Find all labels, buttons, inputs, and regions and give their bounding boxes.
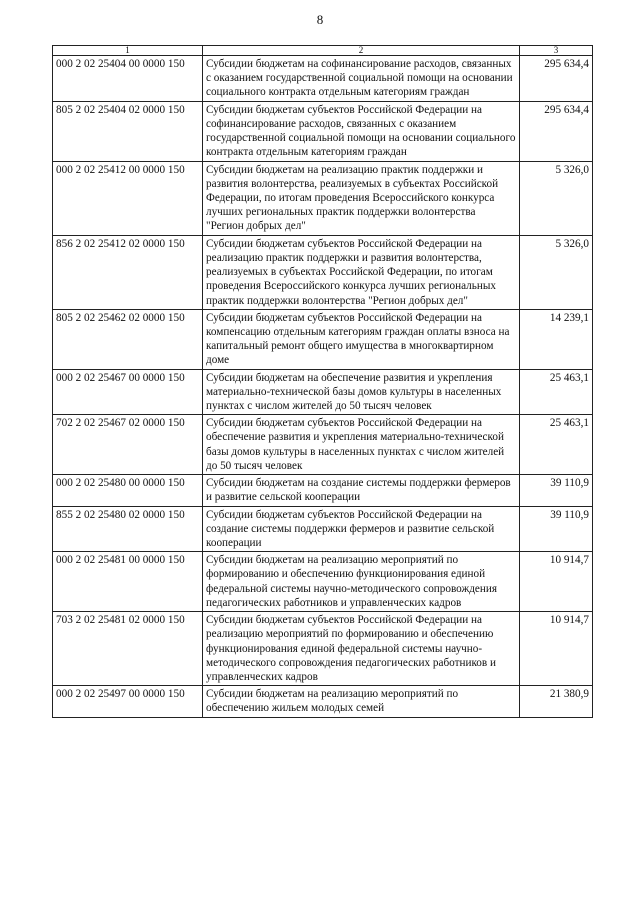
amount-cell: 25 463,1 [520, 415, 593, 475]
description-cell: Субсидии бюджетам на реализацию практик поддержки и развития волонтерства, реализуемых в субъектах Российской Федерации, по итогам проведения Всероссийского конкурса лучших региональных практик поддержки волонтерства "Регион добрых дел" [203, 161, 520, 235]
budget-code-cell: 703 2 02 25481 02 0000 150 [53, 612, 203, 686]
column-header-amount: 3 [520, 46, 593, 56]
table-row [53, 56, 593, 102]
column-header-description: 2 [203, 46, 520, 56]
table-row [53, 161, 593, 235]
amount-cell: 39 110,9 [520, 475, 593, 506]
description-cell: Субсидии бюджетам на реализацию мероприятий по обеспечению жильем молодых семей [203, 686, 520, 717]
amount-cell: 295 634,4 [520, 101, 593, 161]
budget-code-cell: 702 2 02 25467 02 0000 150 [53, 415, 203, 475]
amount-cell: 25 463,1 [520, 369, 593, 415]
description-cell: Субсидии бюджетам субъектов Российской Федерации на компенсацию отдельным категориям граждан оплаты взноса на капитальный ремонт общего имущества в многоквартирном доме [203, 309, 520, 369]
table-row [53, 475, 593, 506]
amount-cell: 21 380,9 [520, 686, 593, 717]
budget-code-cell: 805 2 02 25462 02 0000 150 [53, 309, 203, 369]
table-row [53, 369, 593, 415]
table-header-row [53, 46, 593, 56]
amount-cell: 10 914,7 [520, 552, 593, 612]
description-cell: Субсидии бюджетам на реализацию мероприятий по формированию и обеспечению функционирования единой федеральной системы научно-методического сопровождения педагогических работников и управленческих кадров [203, 552, 520, 612]
budget-code-cell: 000 2 02 25497 00 0000 150 [53, 686, 203, 717]
description-cell: Субсидии бюджетам на обеспечение развития и укрепления материально-технической базы домов культуры в населенных пунктах с числом жителей до 50 тысяч человек [203, 369, 520, 415]
page-number: 8 [316, 12, 324, 27]
budget-code-cell: 805 2 02 25404 02 0000 150 [53, 101, 203, 161]
description-cell: Субсидии бюджетам субъектов Российской Федерации на обеспечение развития и укрепления материально-технической базы домов культуры в населенных пунктах с числом жителей до 50 тысяч человек [203, 415, 520, 475]
budget-code-cell: 000 2 02 25404 00 0000 150 [53, 56, 203, 102]
table-row [53, 309, 593, 369]
amount-cell: 295 634,4 [520, 56, 593, 102]
table-row [53, 415, 593, 475]
table-row [53, 552, 593, 612]
budget-code-cell: 000 2 02 25467 00 0000 150 [53, 369, 203, 415]
amount-cell: 5 326,0 [520, 235, 593, 309]
table-row [53, 235, 593, 309]
description-cell: Субсидии бюджетам субъектов Российской Федерации на реализацию практик поддержки и развития волонтерства, реализуемых в субъектах Российской Федерации, по итогам проведения Всероссийского конкурса лучших региональных практик поддержки волонтерства "Регион добрых дел" [203, 235, 520, 309]
amount-cell: 39 110,9 [520, 506, 593, 552]
description-cell: Субсидии бюджетам субъектов Российской Федерации на создание системы поддержки фермеров и развитие сельской кооперации [203, 506, 520, 552]
budget-code-cell: 000 2 02 25480 00 0000 150 [53, 475, 203, 506]
budget-code-cell: 000 2 02 25481 00 0000 150 [53, 552, 203, 612]
description-cell: Субсидии бюджетам на софинансирование расходов, связанных с оказанием государственной социальной помощи на основании социального контракта отдельным категориям граждан [203, 56, 520, 102]
description-cell: Субсидии бюджетам на создание системы поддержки фермеров и развитие сельской кооперации [203, 475, 520, 506]
description-cell: Субсидии бюджетам субъектов Российской Федерации на софинансирование расходов, связанных с оказанием государственной социальной помощи на основании социального контракта отдельным категориям граждан [203, 101, 520, 161]
column-header-code: 1 [53, 46, 203, 56]
description-cell: Субсидии бюджетам субъектов Российской Федерации на реализацию мероприятий по формированию и обеспечению функционирования единой федеральной системы научно-методического сопровождения педагогических работников и управленческих кадров [203, 612, 520, 686]
amount-cell: 5 326,0 [520, 161, 593, 235]
budget-code-cell: 856 2 02 25412 02 0000 150 [53, 235, 203, 309]
budget-code-cell: 000 2 02 25412 00 0000 150 [53, 161, 203, 235]
amount-cell: 10 914,7 [520, 612, 593, 686]
table-row [53, 686, 593, 717]
budget-table [52, 45, 593, 718]
budget-code-cell: 855 2 02 25480 02 0000 150 [53, 506, 203, 552]
table-row [53, 101, 593, 161]
amount-cell: 14 239,1 [520, 309, 593, 369]
table-row [53, 612, 593, 686]
table-row [53, 506, 593, 552]
